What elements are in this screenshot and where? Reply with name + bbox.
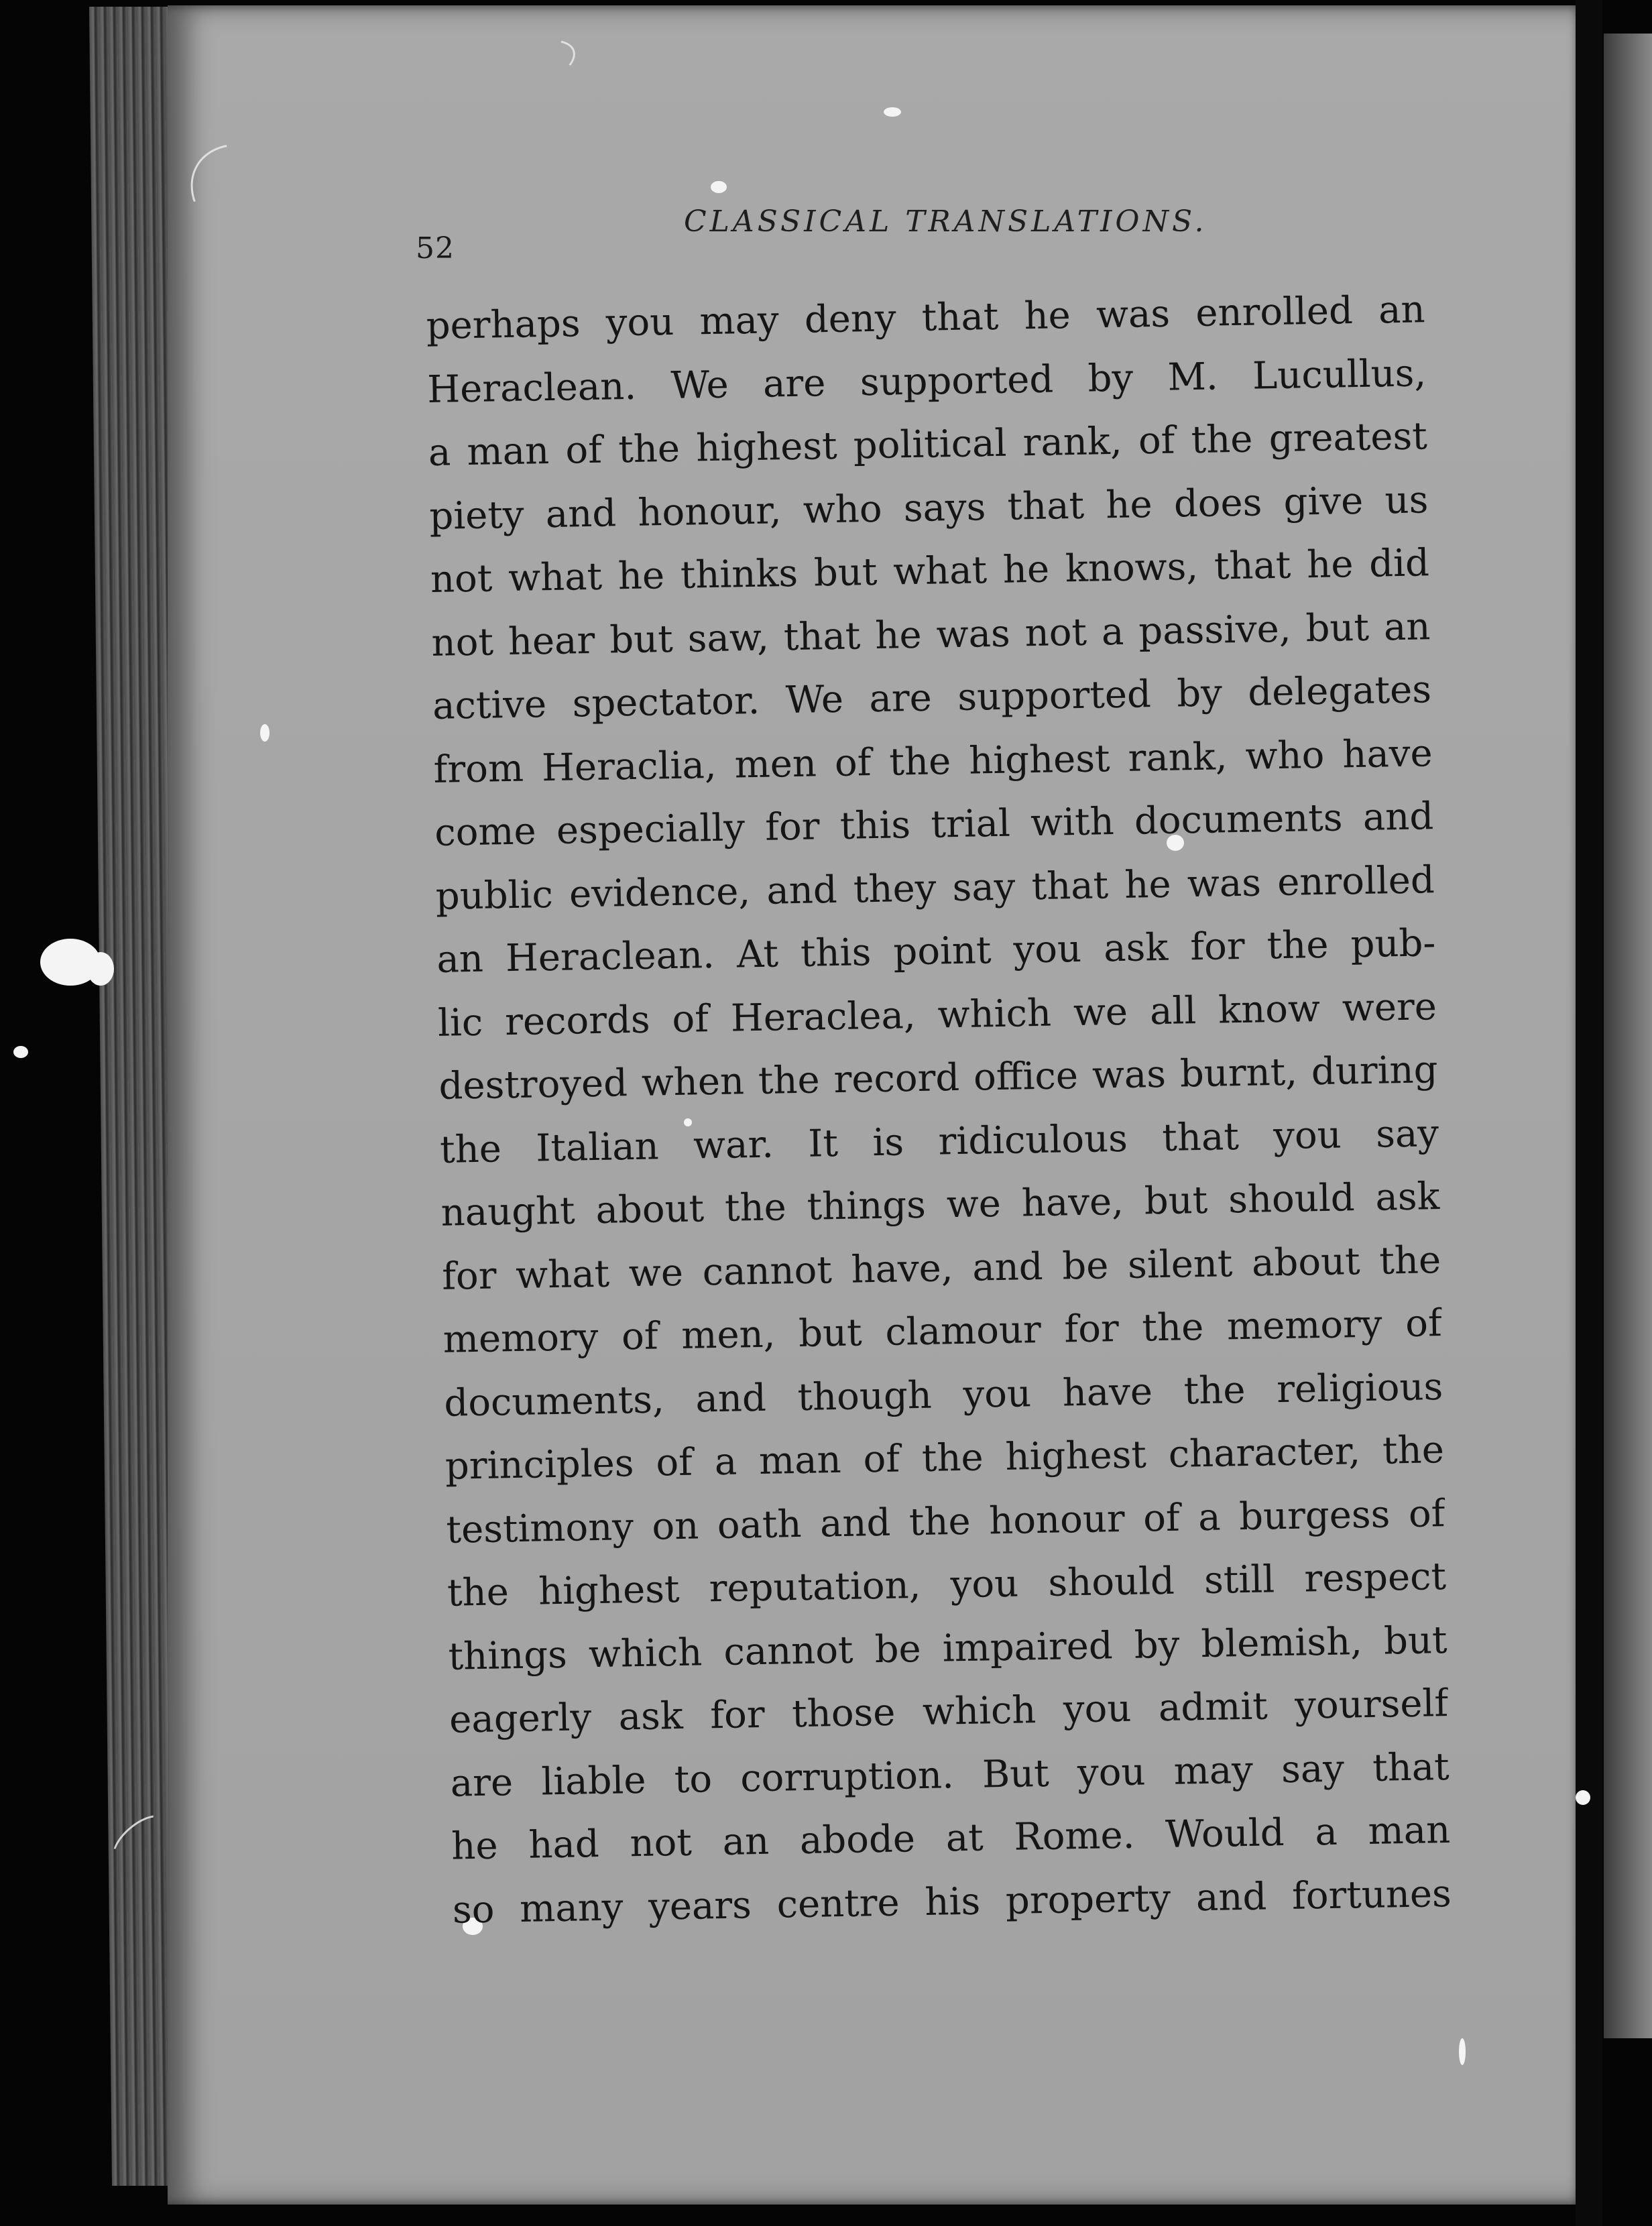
text-line: a man of the highest political rank, of the greatest xyxy=(428,414,1428,475)
text-line: destroyed when the record office was burnt, during xyxy=(438,1048,1438,1108)
text-line: public evidence, and they say that he was enrolled xyxy=(435,858,1435,919)
text-line: active spectator. We are supported by delegates xyxy=(432,668,1432,728)
page-number: 52 xyxy=(416,231,455,266)
text-line: the highest reputation, you should still respect xyxy=(447,1555,1447,1615)
body-text xyxy=(426,278,1452,1942)
scan-speck xyxy=(13,1046,28,1058)
text-line: he had not an abode at Rome. Would a man xyxy=(451,1808,1451,1869)
text-line: for what we cannot have, and be silent about the xyxy=(441,1238,1441,1299)
text-line: piety and honour, who says that he does give us xyxy=(428,477,1429,538)
scan-speck xyxy=(87,952,114,986)
text-line: lic records of Heraclea, which we all know were xyxy=(437,984,1437,1045)
text-line: perhaps you may deny that he was enrolled an xyxy=(426,288,1426,348)
text-line: Heraclean. We are supported by M. Lucullus, xyxy=(426,351,1427,412)
text-line: come especially for this trial with documents and xyxy=(434,795,1434,855)
text-line: eagerly ask for those which you admit yourself xyxy=(449,1682,1449,1742)
text-line: from Heraclia, men of the highest rank, who have xyxy=(433,731,1433,792)
text-line: documents, and though you have the religious xyxy=(443,1364,1443,1425)
text-line: the Italian war. It is ridiculous that you say xyxy=(439,1111,1439,1172)
text-line: memory of men, but clamour for the memory of xyxy=(442,1301,1443,1362)
scan-speck xyxy=(260,724,270,742)
scan-speck xyxy=(1576,1790,1590,1805)
scan-speck xyxy=(711,181,727,193)
book-gutter xyxy=(1576,0,1602,2226)
text-line: are liable to corruption. But you may say that xyxy=(450,1745,1450,1806)
facing-page-edge xyxy=(1604,34,1652,2038)
running-head xyxy=(416,204,1555,265)
text-line: principles of a man of the highest character, the xyxy=(445,1428,1445,1488)
text-line: not what he thinks but what he knows, that he did xyxy=(430,541,1430,601)
text-line: things which cannot be impaired by blemish, but xyxy=(448,1618,1448,1679)
running-title: CLASSICAL TRANSLATIONS. xyxy=(684,204,1207,239)
text-line: testimony on oath and the honour of a burgess of xyxy=(446,1491,1446,1552)
text-line: naught about the things we have, but should ask xyxy=(440,1175,1441,1235)
scan-speck xyxy=(1459,2038,1466,2065)
scan-speck xyxy=(884,107,901,117)
text-line: an Heraclean. At this point you ask for the pub- xyxy=(436,921,1436,982)
text-line: not hear but saw, that he was not a passive, but an xyxy=(431,604,1431,665)
text-line: so many years centre his property and fortunes xyxy=(452,1871,1452,1932)
